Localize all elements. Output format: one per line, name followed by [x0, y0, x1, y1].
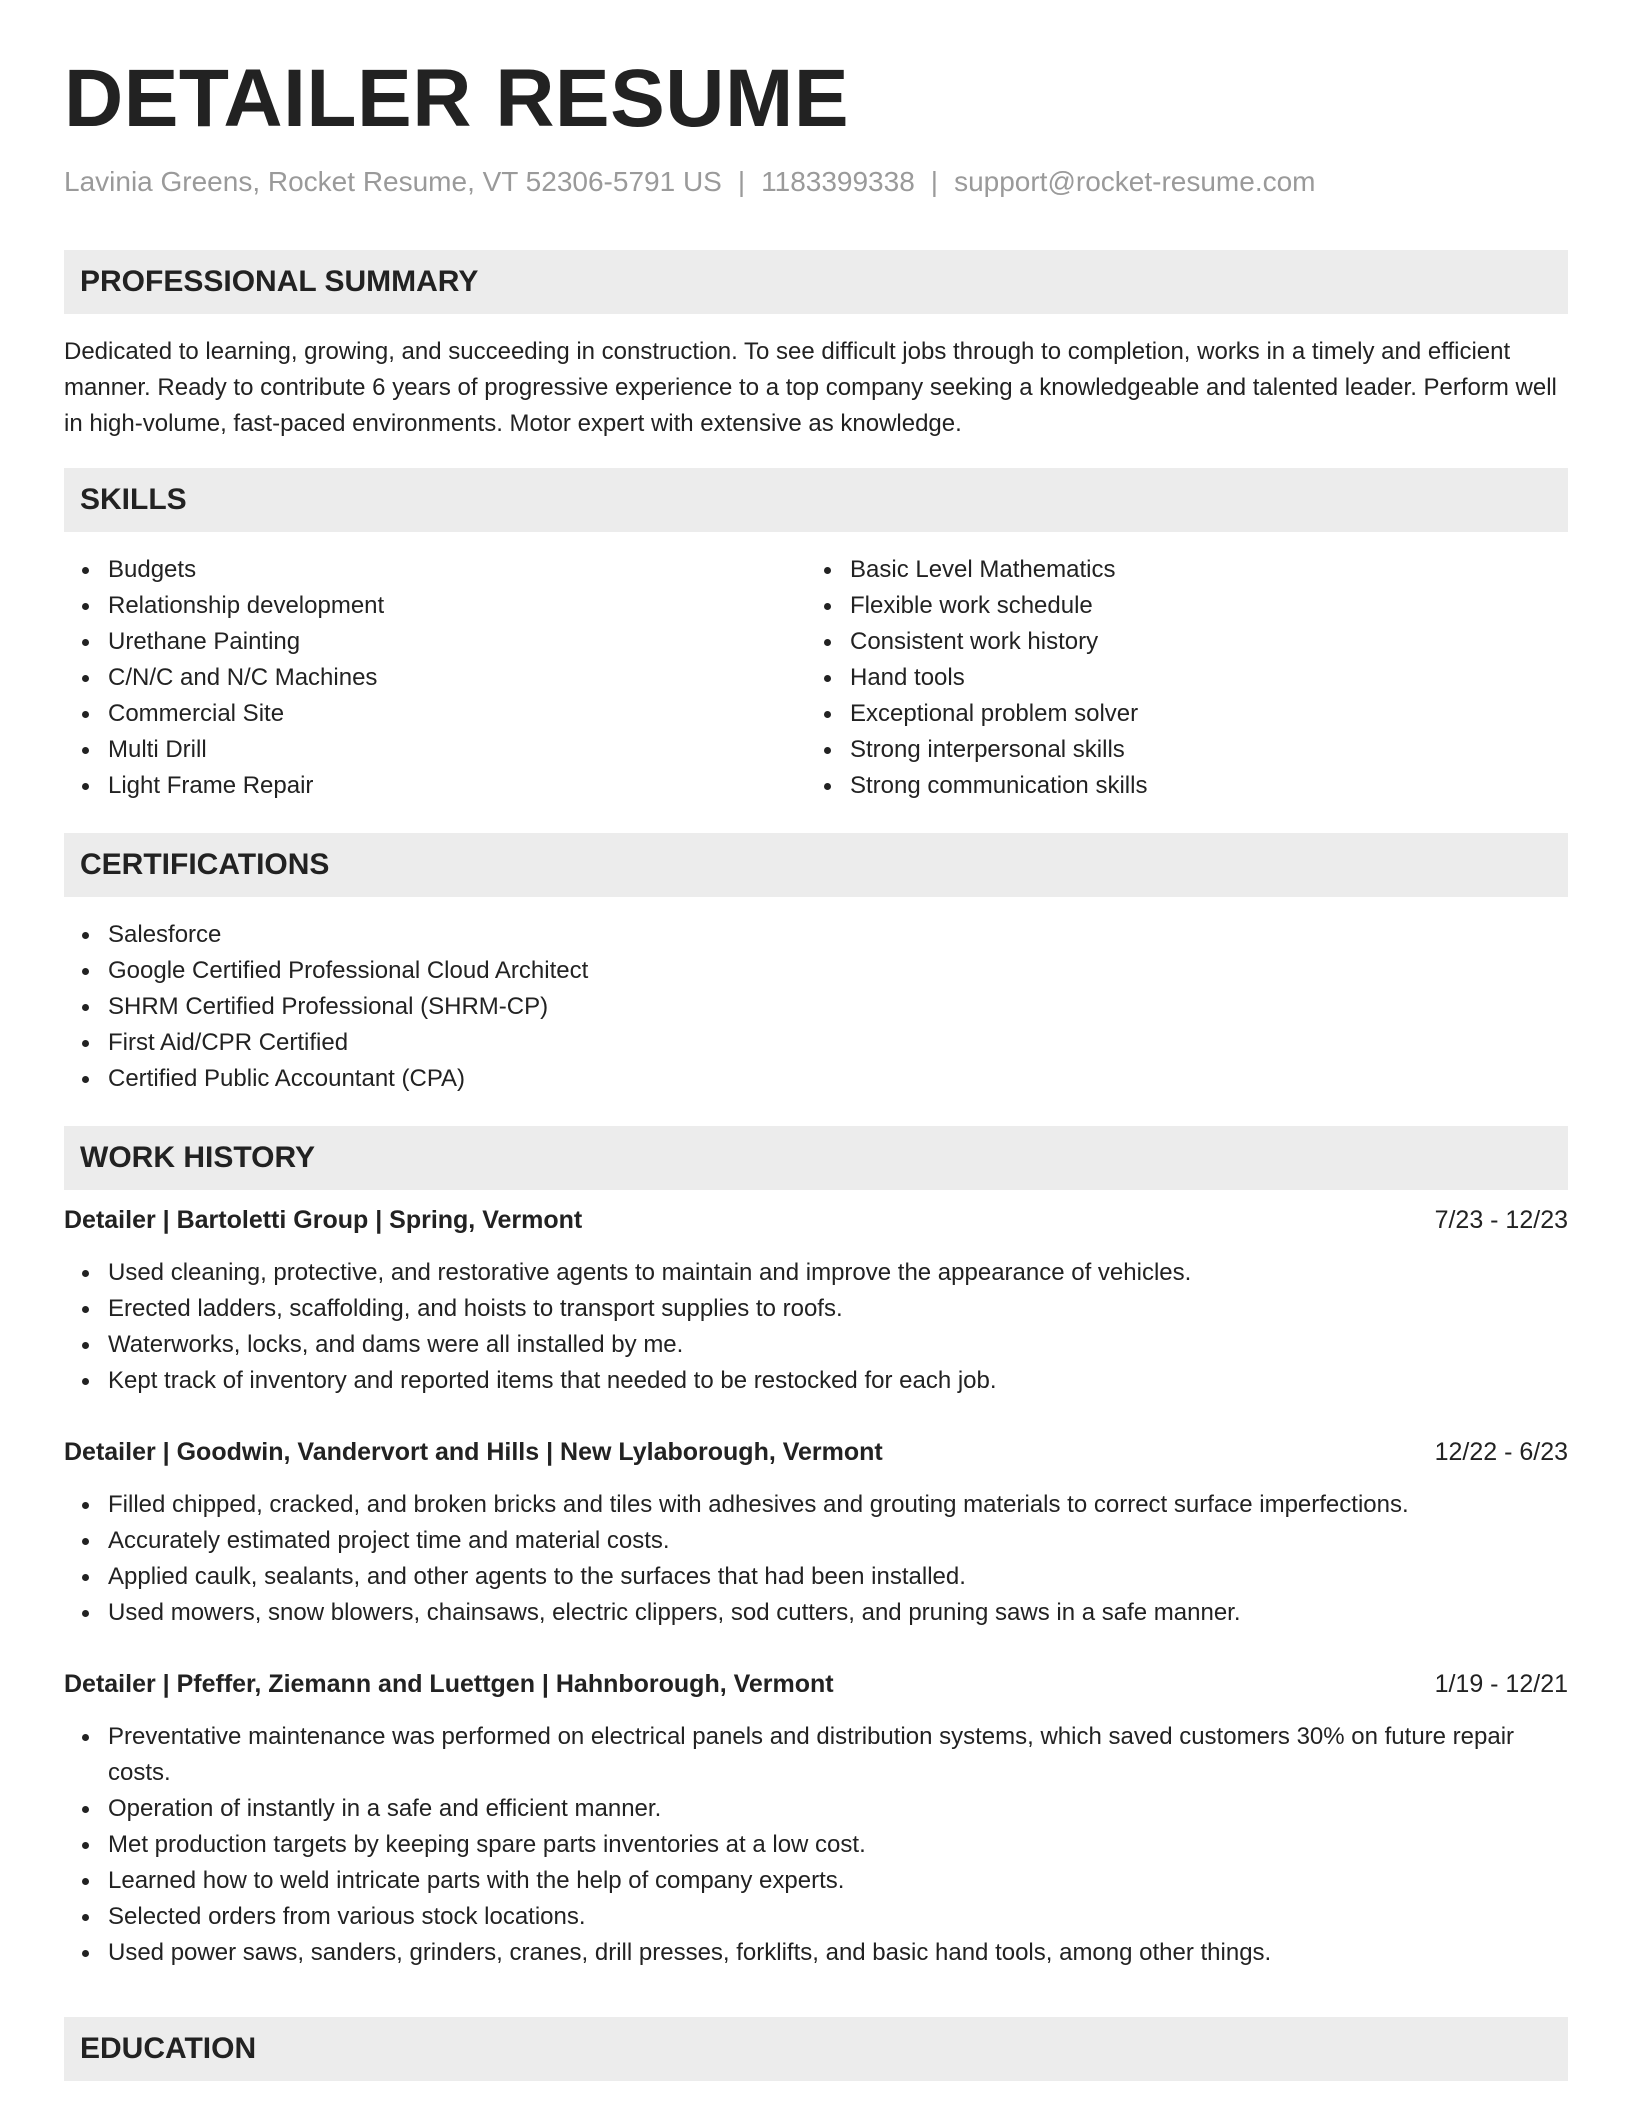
job-title: Detailer | Goodwin, Vandervort and Hills | New Lylaborough, Vermont	[64, 1438, 883, 1466]
job-bullets	[64, 1255, 1568, 1399]
resume-title: DETAILER RESUME	[64, 53, 850, 144]
skills-heading: SKILLS	[64, 468, 1568, 532]
skill-item: Light Frame Repair	[64, 768, 764, 804]
skill-item: Relationship development	[64, 588, 764, 624]
job-bullet: Waterworks, locks, and dams were all installed by me.	[64, 1327, 1568, 1363]
contact-line	[64, 166, 1316, 198]
job-bullets	[64, 1487, 1568, 1631]
job-bullet: Filled chipped, cracked, and broken bricks and tiles with adhesives and grouting materials to correct surface imperfections.	[64, 1487, 1568, 1523]
job-bullets	[64, 1719, 1568, 1971]
certification-item: SHRM Certified Professional (SHRM-CP)	[64, 989, 1568, 1025]
job-bullet: Preventative maintenance was performed on electrical panels and distribution systems, which saved customers 30% on future repair costs.	[64, 1719, 1568, 1791]
certifications-heading: CERTIFICATIONS	[64, 833, 1568, 897]
contact-email: support@rocket-resume.com	[954, 166, 1316, 197]
job-dates: 12/22 - 6/23	[1434, 1438, 1568, 1466]
contact-separator: |	[737, 166, 746, 197]
skill-item: Budgets	[64, 552, 764, 588]
certifications-list	[64, 917, 1568, 1097]
job-bullet: Erected ladders, scaffolding, and hoists to transport supplies to roofs.	[64, 1291, 1568, 1327]
contact-address: Lavinia Greens, Rocket Resume, VT 52306-5791 US	[64, 166, 722, 197]
job-bullet: Kept track of inventory and reported items that needed to be restocked for each job.	[64, 1363, 1568, 1399]
skills-list-right	[806, 552, 1566, 804]
skill-item: Basic Level Mathematics	[806, 552, 1566, 588]
skill-item: C/N/C and N/C Machines	[64, 660, 764, 696]
job-dates: 7/23 - 12/23	[1434, 1206, 1568, 1234]
skill-item: Urethane Painting	[64, 624, 764, 660]
contact-separator: |	[930, 166, 939, 197]
skill-item: Strong communication skills	[806, 768, 1566, 804]
job-bullet: Applied caulk, sealants, and other agents to the surfaces that had been installed.	[64, 1559, 1568, 1595]
skill-item: Exceptional problem solver	[806, 696, 1566, 732]
job-bullet: Used power saws, sanders, grinders, cranes, drill presses, forklifts, and basic hand tools, among other things.	[64, 1935, 1568, 1971]
skill-item: Strong interpersonal skills	[806, 732, 1566, 768]
job-dates: 1/19 - 12/21	[1434, 1670, 1568, 1698]
certification-item: First Aid/CPR Certified	[64, 1025, 1568, 1061]
skill-item: Consistent work history	[806, 624, 1566, 660]
skills-list-left	[64, 552, 764, 804]
summary-heading: PROFESSIONAL SUMMARY	[64, 250, 1568, 314]
job-bullet: Accurately estimated project time and material costs.	[64, 1523, 1568, 1559]
summary-text: Dedicated to learning, growing, and succeeding in construction. To see difficult jobs through to completion, works in a timely and efficient manner. Ready to contribute 6 years of progressive experience to a top company seeking a knowledgeable and talented leader. Perform well in high-volume, fast-paced environments. Motor expert with extensive as knowledge.	[64, 338, 1557, 437]
skill-item: Flexible work schedule	[806, 588, 1566, 624]
job-bullet: Used mowers, snow blowers, chainsaws, electric clippers, sod cutters, and pruning saws in a safe manner.	[64, 1595, 1568, 1631]
job-bullet: Selected orders from various stock locations.	[64, 1899, 1568, 1935]
work-history-heading: WORK HISTORY	[64, 1126, 1568, 1190]
education-heading: EDUCATION	[64, 2017, 1568, 2081]
contact-phone: 1183399338	[761, 166, 915, 197]
job-title: Detailer | Pfeffer, Ziemann and Luettgen | Hahnborough, Vermont	[64, 1670, 834, 1698]
job-bullet: Operation of instantly in a safe and efficient manner.	[64, 1791, 1568, 1827]
job-title: Detailer | Bartoletti Group | Spring, Vermont	[64, 1206, 583, 1234]
certification-item: Google Certified Professional Cloud Architect	[64, 953, 1568, 989]
certification-item: Salesforce	[64, 917, 1568, 953]
job-bullet: Used cleaning, protective, and restorative agents to maintain and improve the appearance of vehicles.	[64, 1255, 1568, 1291]
skill-item: Hand tools	[806, 660, 1566, 696]
certification-item: Certified Public Accountant (CPA)	[64, 1061, 1568, 1097]
skill-item: Commercial Site	[64, 696, 764, 732]
job-bullet: Learned how to weld intricate parts with the help of company experts.	[64, 1863, 1568, 1899]
job-bullet: Met production targets by keeping spare parts inventories at a low cost.	[64, 1827, 1568, 1863]
skill-item: Multi Drill	[64, 732, 764, 768]
